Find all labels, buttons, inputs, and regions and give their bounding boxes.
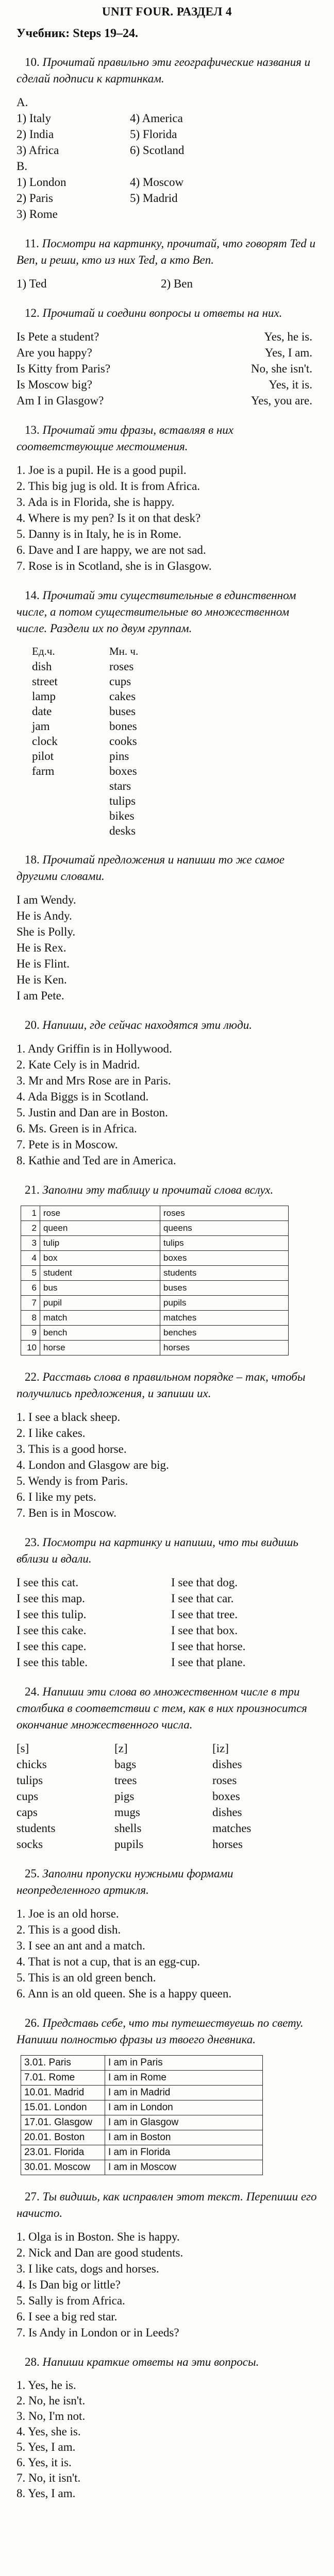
singular-word: lamp xyxy=(32,690,56,703)
exercise-11-instruction: 11. Посмотри на картинку, прочитай, что говорят Ted и Ben, и реши, кто из них Ted, а кто Ben. xyxy=(16,237,316,266)
sentence: 5. This is an old green bench. xyxy=(16,1971,156,1984)
plural-word: cooks xyxy=(109,735,137,748)
date-city-cell: 3.01. Paris xyxy=(21,2056,105,2071)
singular-cell: bench xyxy=(40,1326,160,1341)
plural-word: roses xyxy=(109,660,134,673)
list-item: 5) Madrid xyxy=(130,192,178,205)
sentence: 4. Is Dan big or little? xyxy=(16,2278,121,2291)
list-item: 2) Paris xyxy=(16,192,53,205)
sentence: He is Flint. xyxy=(16,957,70,970)
short-answer: 3. No, I'm not. xyxy=(16,2410,86,2422)
singular-word: farm xyxy=(32,765,55,777)
table-row xyxy=(21,2160,263,2175)
exercise-12-pairs xyxy=(16,329,318,409)
word: tulips xyxy=(16,1774,43,1787)
row-number: 4 xyxy=(21,1251,40,1266)
word: dishes xyxy=(212,1806,242,1819)
table-row xyxy=(21,1341,289,1355)
word: roses xyxy=(212,1774,237,1787)
sentence-cell: I am in Madrid xyxy=(105,2086,263,2100)
table-row xyxy=(21,1206,289,1221)
answer-ben: 2) Ben xyxy=(161,277,193,290)
exercise-20-lines xyxy=(16,1041,318,1168)
short-answer: 4. Yes, she is. xyxy=(16,2425,81,2438)
plural-word: desks xyxy=(109,824,136,837)
plural-word: buses xyxy=(109,705,136,718)
plural-word: bones xyxy=(109,720,137,733)
singular-word: pilot xyxy=(32,750,54,762)
plural-cell: queens xyxy=(160,1221,289,1236)
list-item: 6) Scotland xyxy=(130,144,185,157)
list-item: 1) London xyxy=(16,176,66,189)
singular-cell: student xyxy=(40,1266,160,1281)
near-sentence: I see this cat. xyxy=(16,1576,79,1589)
exercise-28-lines xyxy=(16,2378,318,2501)
singular-cell: horse xyxy=(40,1341,160,1355)
word: caps xyxy=(16,1806,38,1819)
sentence: 6. I see a big red star. xyxy=(16,2310,118,2323)
sentence: 2. I like cakes. xyxy=(16,1427,86,1439)
exercise-22-instruction: 22. Расставь слова в правильном порядке – так, чтобы получились предложения, и запиши их. xyxy=(16,1370,306,1400)
exercise-26-instruction: 26. Представь себе, что ты путешествуешь по свету. Напиши полностью фразы из твоего дневника. xyxy=(16,2016,304,2046)
sentence: 5. Danny is in Italy, he is in Rome. xyxy=(16,528,181,540)
date-city-cell: 17.01. Glasgow xyxy=(21,2115,105,2130)
word: cups xyxy=(16,1790,39,1803)
word: matches xyxy=(212,1822,252,1835)
list-item: 3) Rome xyxy=(16,208,58,221)
plural-cell: benches xyxy=(160,1326,289,1341)
table-row xyxy=(21,2056,263,2071)
exercise-12-instruction: 12. Прочитай и соедини вопросы и ответы на них. xyxy=(25,307,282,319)
exercise-10-instruction: 10. Прочитай правильно эти географические названия и сделай подписи к картинкам. xyxy=(16,56,311,85)
exercise-14-columns xyxy=(32,644,318,838)
plural-cell: roses xyxy=(160,1206,289,1221)
exercise-14-instruction: 14. Прочитай эти существительные в единственном числе, а потом существительные во множественном числе. Раздели их по двум группам. xyxy=(16,589,296,635)
plural-table xyxy=(21,1206,289,1355)
sentence: 2. Nick and Dan are good students. xyxy=(16,2246,183,2259)
sentence: 6. I like my pets. xyxy=(16,1490,96,1503)
question: Are you happy? xyxy=(16,346,92,359)
row-number: 6 xyxy=(21,1281,40,1296)
exercise-23-instruction: 23. Посмотри на картинку и напиши, что ты видишь вблизи и вдали. xyxy=(16,1536,298,1565)
table-row xyxy=(21,2086,263,2100)
row-number: 2 xyxy=(21,1221,40,1236)
row-number: 9 xyxy=(21,1326,40,1341)
sentence: 6. Dave and I are happy, we are not sad. xyxy=(16,544,206,556)
plural-word: cakes xyxy=(109,690,136,703)
singular-word: street xyxy=(32,675,58,688)
near-sentence: I see this cake. xyxy=(16,1624,87,1637)
sentence: 1. Joe is a pupil. He is a good pupil. xyxy=(16,464,187,477)
plural-word: stars xyxy=(109,779,131,792)
plural-word: bikes xyxy=(109,809,135,822)
sentence: 4. Ada Biggs is in Scotland. xyxy=(16,1090,149,1103)
singular-cell: queen xyxy=(40,1221,160,1236)
singular-cell: match xyxy=(40,1311,160,1326)
unit-title: UNIT FOUR. РАЗДЕЛ 4 xyxy=(102,5,232,18)
table-row xyxy=(21,1281,289,1296)
singular-word: dish xyxy=(32,660,52,673)
table-row xyxy=(21,2115,263,2130)
word: chicks xyxy=(16,1758,47,1771)
date-city-cell: 20.01. Boston xyxy=(21,2130,105,2145)
exercise-24-columns xyxy=(16,1740,318,1852)
row-number: 1 xyxy=(21,1206,40,1221)
near-sentence: I see this map. xyxy=(16,1592,85,1605)
short-answer: 7. No, it isn't. xyxy=(16,2471,81,2484)
near-sentence: I see this tulip. xyxy=(16,1608,87,1621)
sentence: 1. Olga is in Boston. She is happy. xyxy=(16,2230,180,2243)
column-heading-s: [s] xyxy=(16,1742,29,1755)
list-item: 3) Africa xyxy=(16,144,59,157)
sentence: 1. Joe is an old horse. xyxy=(16,1907,119,1920)
sentence-cell: I am in Moscow xyxy=(105,2160,263,2175)
sentence: 5. Wendy is from Paris. xyxy=(16,1475,128,1487)
exercise-18-lines xyxy=(16,892,318,1004)
answer: Yes, he is. xyxy=(264,330,312,343)
exercise-27-lines xyxy=(16,2229,318,2341)
table-row xyxy=(21,1221,289,1236)
sentence: 3. I like cats, dogs and horses. xyxy=(16,2262,159,2275)
plural-heading: Мн. ч. xyxy=(109,645,139,657)
table-row xyxy=(21,1266,289,1281)
far-sentence: I see that box. xyxy=(171,1624,238,1637)
row-number: 10 xyxy=(21,1341,40,1355)
row-number: 3 xyxy=(21,1236,40,1251)
plural-cell: students xyxy=(160,1266,289,1281)
exercise-18-instruction: 18. Прочитай предложения и напиши то же самое другими словами. xyxy=(16,853,285,883)
singular-cell: pupil xyxy=(40,1296,160,1311)
row-number: 5 xyxy=(21,1266,40,1281)
sentence: I am Wendy. xyxy=(16,893,76,906)
section-a-label: A. xyxy=(16,96,28,109)
sentence: 5. Justin and Dan are in Boston. xyxy=(16,1106,168,1119)
far-sentence: I see that horse. xyxy=(171,1640,246,1653)
exercise-25-lines xyxy=(16,1906,318,2002)
word: boxes xyxy=(212,1790,240,1803)
diary-table xyxy=(21,2055,263,2175)
word: horses xyxy=(212,1838,243,1851)
far-sentence: I see that tree. xyxy=(171,1608,238,1621)
sentence: 3. Ada is in Florida, she is happy. xyxy=(16,496,175,509)
table-row xyxy=(21,2145,263,2160)
plural-word: cups xyxy=(109,675,131,688)
word: shells xyxy=(114,1822,142,1835)
word: trees xyxy=(114,1774,137,1787)
singular-word: date xyxy=(32,705,52,718)
date-city-cell: 10.01. Madrid xyxy=(21,2086,105,2100)
plural-cell: buses xyxy=(160,1281,289,1296)
textbook-reference: Учебник: Steps 19–24. xyxy=(16,27,138,40)
table-row xyxy=(21,2071,263,2086)
date-city-cell: 23.01. Florida xyxy=(21,2145,105,2160)
far-sentence: I see that dog. xyxy=(171,1576,238,1589)
sentence: He is Rex. xyxy=(16,941,66,954)
sentence: 4. That is not a cup, that is an egg-cup. xyxy=(16,1955,200,1968)
singular-cell: box xyxy=(40,1251,160,1266)
singular-cell: tulip xyxy=(40,1236,160,1251)
exercise-13-instruction: 13. Прочитай эти фразы, вставляя в них соответствующие местоимения. xyxy=(16,423,233,453)
sentence: 7. Pete is in Moscow. xyxy=(16,1138,118,1151)
sentence: 5. Sally is from Africa. xyxy=(16,2294,125,2307)
sentence: 3. I see an ant and a match. xyxy=(16,1939,145,1952)
answer: No, she isn't. xyxy=(250,362,312,375)
singular-word: jam xyxy=(32,720,50,733)
sentence: 7. Rose is in Scotland, she is in Glasgow. xyxy=(16,560,212,572)
list-item: 5) Florida xyxy=(130,128,177,141)
plural-cell: boxes xyxy=(160,1251,289,1266)
column-heading-iz: [iz] xyxy=(212,1742,229,1755)
list-item: 1) Italy xyxy=(16,112,52,125)
sentence: 6. Ann is an old queen. She is a happy queen. xyxy=(16,1987,232,2000)
plural-cell: tulips xyxy=(160,1236,289,1251)
sentence: She is Polly. xyxy=(16,925,76,938)
plural-word: tulips xyxy=(109,794,136,807)
sentence: He is Andy. xyxy=(16,909,72,922)
table-row xyxy=(21,1311,289,1326)
sentence: 4. Where is my pen? Is it on that desk? xyxy=(16,512,201,524)
sentence-cell: I am in Rome xyxy=(105,2071,263,2086)
answer-ted: 1) Ted xyxy=(16,277,47,290)
table-row xyxy=(21,1326,289,1341)
sentence: 1. Andy Griffin is in Hollywood. xyxy=(16,1042,172,1055)
question: Is Pete a student? xyxy=(16,330,99,343)
sentence-cell: I am in Boston xyxy=(105,2130,263,2145)
sentence: 2. This big jug is old. It is from Africa. xyxy=(16,480,201,493)
exercise-13-lines xyxy=(16,462,318,574)
answer: Yes, I am. xyxy=(264,346,312,359)
sentence: He is Ken. xyxy=(16,973,67,986)
near-sentence: I see this cape. xyxy=(16,1640,87,1653)
plural-cell: horses xyxy=(160,1341,289,1355)
short-answer: 6. Yes, it is. xyxy=(16,2456,72,2469)
sentence: 3. This is a good horse. xyxy=(16,1443,127,1455)
word: pupils xyxy=(114,1838,144,1851)
table-row xyxy=(21,2100,263,2115)
list-item xyxy=(130,206,243,222)
exercise-20-instruction: 20. Напиши, где сейчас находятся эти люди. xyxy=(25,1019,253,1031)
plural-cell: matches xyxy=(160,1311,289,1326)
exercise-23-columns xyxy=(16,1574,318,1670)
exercise-11-answers xyxy=(16,276,318,292)
sentence-cell: I am in Paris xyxy=(105,2056,263,2071)
sentence: 2. This is a good dish. xyxy=(16,1923,121,1936)
sentence: I am Pete. xyxy=(16,989,64,1002)
singular-heading: Ед.ч. xyxy=(32,645,55,657)
question: Is Kitty from Paris? xyxy=(16,362,111,375)
short-answer: 8. Yes, I am. xyxy=(16,2487,76,2500)
list-item: 4) Moscow xyxy=(130,176,184,189)
sentence: 7. Is Andy in London or in Leeds? xyxy=(16,2326,179,2339)
table-row xyxy=(21,1251,289,1266)
exercise-10-answers xyxy=(16,94,318,222)
exercise-22-lines xyxy=(16,1409,318,1521)
answer: Yes, it is. xyxy=(269,378,312,391)
word: mugs xyxy=(114,1806,140,1819)
list-item: 2) India xyxy=(16,128,54,141)
singular-cell: bus xyxy=(40,1281,160,1296)
singular-cell: rose xyxy=(40,1206,160,1221)
section-b-label: B. xyxy=(16,160,28,173)
short-answer: 1. Yes, he is. xyxy=(16,2379,76,2392)
sentence: 1. I see a black sheep. xyxy=(16,1411,121,1423)
short-answer: 2. No, he isn't. xyxy=(16,2394,86,2407)
word: socks xyxy=(16,1838,43,1851)
sentence-cell: I am in Florida xyxy=(105,2145,263,2160)
sentence: 4. London and Glasgow are big. xyxy=(16,1459,169,1471)
word: dishes xyxy=(212,1758,242,1771)
far-sentence: I see that plane. xyxy=(171,1656,246,1669)
plural-word: pins xyxy=(109,750,129,762)
date-city-cell: 7.01. Rome xyxy=(21,2071,105,2086)
exercise-27-instruction: 27. Ты видишь, как исправлен этот текст. Перепиши его начисто. xyxy=(16,2190,317,2219)
exercise-25-instruction: 25. Заполни пропуски нужными формами неопределенного артикля. xyxy=(16,1867,233,1896)
date-city-cell: 30.01. Moscow xyxy=(21,2160,105,2175)
table-row xyxy=(21,1236,289,1251)
column-heading-z: [z] xyxy=(114,1742,128,1755)
sentence: 3. Mr and Mrs Rose are in Paris. xyxy=(16,1074,171,1087)
word: students xyxy=(16,1822,56,1835)
sentence-cell: I am in Glasgow xyxy=(105,2115,263,2130)
sentence: 6. Ms. Green is in Africa. xyxy=(16,1122,137,1135)
word: pigs xyxy=(114,1790,135,1803)
plural-word: boxes xyxy=(109,765,137,777)
sentence-cell: I am in London xyxy=(105,2100,263,2115)
near-sentence: I see this table. xyxy=(16,1656,88,1669)
answer: Yes, you are. xyxy=(250,394,312,407)
date-city-cell: 15.01. London xyxy=(21,2100,105,2115)
row-number: 8 xyxy=(21,1311,40,1326)
list-item: 4) America xyxy=(130,112,183,125)
question: Is Moscow big? xyxy=(16,378,92,391)
exercise-21-instruction: 21. Заполни эту таблицу и прочитай слова вслух. xyxy=(25,1183,274,1196)
exercise-24-instruction: 24. Напиши эти слова во множественном числе в три столбика в соответствии с тем, как в них произносится окончание множественного числа. xyxy=(16,1685,307,1731)
exercise-28-instruction: 28. Напиши краткие ответы на эти вопросы. xyxy=(25,2355,259,2368)
short-answer: 5. Yes, I am. xyxy=(16,2441,76,2453)
singular-word: clock xyxy=(32,735,58,748)
table-row xyxy=(21,1296,289,1311)
sentence: 7. Ben is in Moscow. xyxy=(16,1506,117,1519)
word: bags xyxy=(114,1758,137,1771)
plural-cell: pupils xyxy=(160,1296,289,1311)
table-row xyxy=(21,2130,263,2145)
sentence: 8. Kathie and Ted are in America. xyxy=(16,1154,176,1167)
question: Am I in Glasgow? xyxy=(16,394,104,407)
row-number: 7 xyxy=(21,1296,40,1311)
far-sentence: I see that car. xyxy=(171,1592,234,1605)
sentence: 2. Kate Cely is in Madrid. xyxy=(16,1058,140,1071)
